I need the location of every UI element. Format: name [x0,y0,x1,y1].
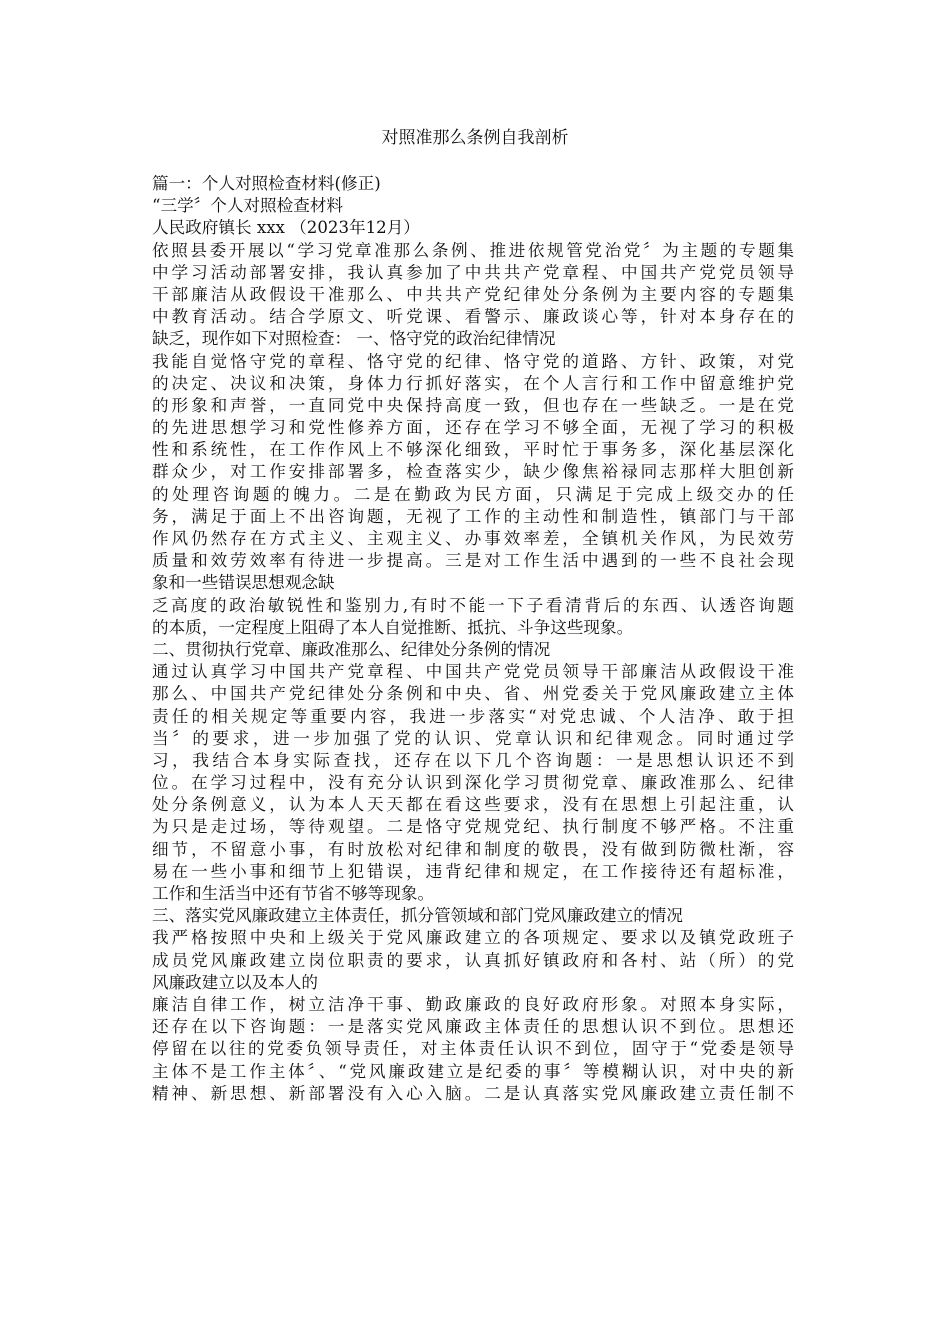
text-line: 群众少，对工作安排部署多，检查落实少，缺少像焦裕禄同志那样大胆创新 [152,462,794,482]
text-line: 中教育活动。结合学原文、听党课、看警示、廉政谈心等，针对本身存在的 [152,307,794,327]
text-line: 性和系统性，在工作作风上不够深化细致，平时忙于事务多，深化基层深化 [152,440,794,460]
text-line: 为只是走过场，等待观望。二是恪守党规党纪、执行制度不够严格。不注重 [152,817,794,837]
document-title: 对照准那么条例自我剖析 [381,128,569,148]
text-line: 成员党风廉政建立岗位职责的要求，认真抓好镇政府和各村、站（所）的党 [152,950,794,970]
text-line: 当〞的要求，进一步加强了党的认识、党章认识和纪律观念。同时通过学 [152,728,794,748]
text-line: 我能自觉恪守党的章程、恪守党的纪律、恪守党的道路、方针、政策，对党 [152,351,794,371]
text-line: 工作和生活当中还有节省不够等现象。 [152,884,435,903]
text-line: 象和一些错误思想观念缺 [152,573,335,593]
text-line: 依照县委开展以“学习党章准那么条例、推进依规管党治党〞为主题的专题集 [152,240,794,260]
text-line: 的先进思想学习和党性修养方面，还存在学习不够全面，无视了学习的积极 [152,418,794,438]
text-line: 主体不是工作主体〞、“党风廉政建立是纪委的事〞等模糊认识，对中央的新 [152,1061,794,1081]
text-line: 责任的相关规定等重要内容，我进一步落实“对党忠诚、个人洁净、敢于担 [152,706,794,726]
text-line: 的决定、决议和决策，身体力行抓好落实，在个人言行和工作中留意维护党 [152,373,794,393]
text-line: 干部廉洁从政假设干准那么、中共共产党纪律处分条例为主要内容的专题集 [152,284,794,304]
text-line: 易在一些小事和细节上犯错误，违背纪律和规定，在工作接待还有超标准， [152,861,794,881]
text-line: 二、贯彻执行党章、廉政准那么、纪律处分条例的情况 [152,639,551,659]
text-line: 廉洁自律工作，树立洁净干事、勤政廉政的良好政府形象。对照本身实际， [152,994,794,1014]
text-line: 处分条例意义，认为本人天天都在看这些要求，没有在思想上引起注重，认 [152,795,794,815]
text-line: 务，满足于面上不出咨询题，无视了工作的主动性和制造性，镇部门与干部 [152,506,794,526]
text-line: 的形象和声誉，一直同党中央保持高度一致，但也存在一些缺乏。一是在党 [152,395,794,415]
text-line: 停留在以往的党委负领导责任，对主体责任认识不到位，固守于“党委是领导 [152,1039,794,1059]
text-line: 精神、新思想、新部署没有入心入脑。二是认真落实党风廉政建立责任制不 [152,1083,794,1103]
text-line: 作风仍然存在方式主义、主观主义、办事效率差，全镇机关作风，为民效劳 [152,529,794,548]
text-line: 篇一：个人对照检查材料(修正) [152,174,381,193]
text-line: 缺乏，现作如下对照检查： 一、恪守党的政治纪律情况 [152,329,556,349]
text-line: “三学〞个人对照检查材料 [152,196,344,216]
text-line: 还存在以下咨询题：一是落实党风廉政主体责任的思想认识不到位。思想还 [152,1017,794,1037]
text-line: 习，我结合本身实际查找，还存在以下几个咨询题：一是思想认识还不到 [152,750,794,770]
text-line: 通过认真学习中国共产党章程、中国共产党党员领导干部廉洁从政假设干准 [152,662,794,682]
text-line: 乏高度的政治敏锐性和鉴别力,有时不能一下子看清背后的东西、认透咨询题 [152,595,794,615]
text-line: 位。在学习过程中，没有充分认识到深化学习贯彻党章、廉政准那么、纪律 [152,773,794,793]
text-line: 三、落实党风廉政建立主体责任，抓分管领域和部门党风廉政建立的情况 [152,906,683,926]
text-line: 那么、中国共产党纪律处分条例和中央、省、州党委关于党风廉政建立主体 [152,684,794,704]
text-line: 风廉政建立以及本人的 [152,972,318,992]
text-line: 细节，不留意小事，有时放松对纪律和制度的敬畏，没有做到防微杜渐，容 [152,839,794,859]
text-line: 质量和效劳效率有待进一步提高。三是对工作生活中遇到的一些不良社会现 [152,551,794,571]
text-line: 中学习活动部署安排，我认真参加了中共共产党章程、中国共产党党员领导 [152,262,794,282]
document-body [152,173,794,1105]
text-line: 的本质，一定程度上阻碍了本人自觉推断、抵抗、斗争这些现象。 [152,617,634,637]
text-line: 我严格按照中央和上级关于党风廉政建立的各项规定、要求以及镇党政班子 [152,928,794,948]
text-line: 的处理咨询题的魄力。二是在勤政为民方面，只满足于完成上级交办的任 [152,484,794,504]
text-line: 人民政府镇长 xxx （2023年12月） [152,218,420,238]
